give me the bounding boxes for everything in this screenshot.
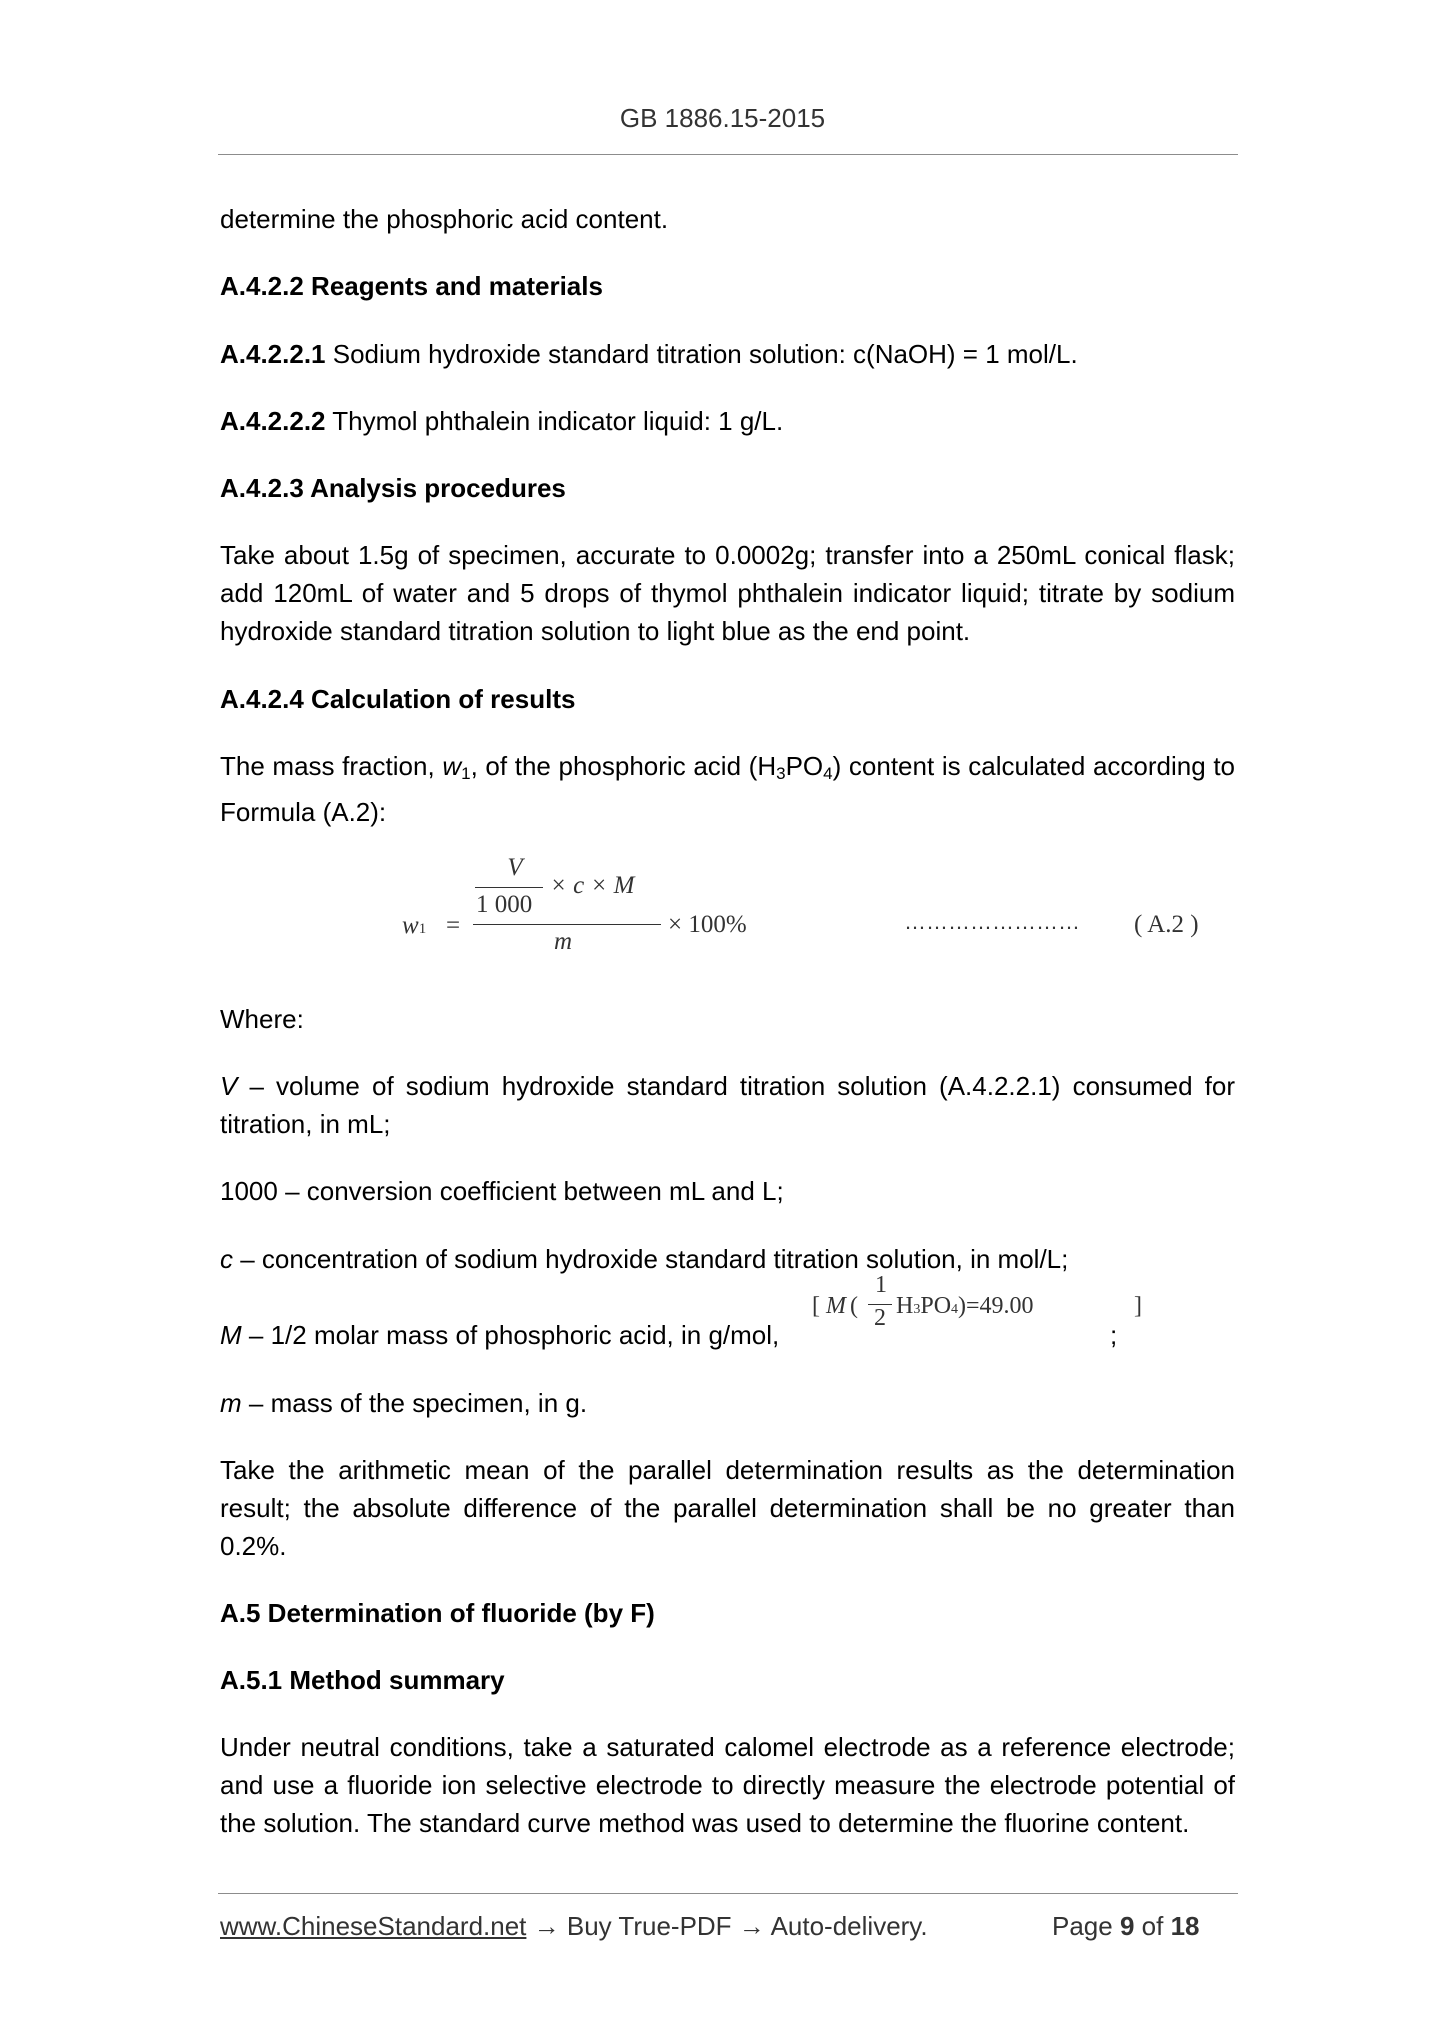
continuation-text: determine the phosphoric acid content. xyxy=(220,204,669,234)
calc-o-subscript: 4 xyxy=(823,764,833,783)
heading-a51: A.5.1 Method summary xyxy=(220,1665,505,1695)
footer-page-label: Page xyxy=(1052,1911,1120,1941)
calc-w-symbol: w xyxy=(442,751,462,781)
footer-left xyxy=(220,1911,928,1942)
calculation-intro xyxy=(220,747,1235,831)
calc-h-subscript: 3 xyxy=(776,764,786,783)
molar-value: )=49.00 xyxy=(958,1293,1034,1319)
molar-half-denominator: 2 xyxy=(874,1305,886,1331)
molar-half-numerator: 1 xyxy=(875,1272,887,1298)
calc-intro-d: ) content is calculated according to Formula (A.2): xyxy=(220,751,1236,827)
formula-w1 xyxy=(402,912,426,940)
molar-po: PO xyxy=(920,1293,952,1319)
definition-1000: 1000 – conversion coefficient between mL and L; xyxy=(220,1176,784,1206)
molar-open-paren: ( xyxy=(850,1293,858,1319)
formula-inner-denominator: 1 000 xyxy=(476,891,533,918)
calc-w-subscript: 1 xyxy=(461,764,471,783)
definition-M-text: – 1/2 molar mass of phosphoric acid, in g/mol, xyxy=(241,1320,780,1350)
footer-page-number: 9 xyxy=(1119,1911,1135,1941)
definition-v-text: – volume of sodium hydroxide standard titration solution (A.4.2.2.1) consumed for titration, in mL; xyxy=(220,1071,1235,1139)
formula-denominator: m xyxy=(554,928,573,955)
formula-label: ( A.2 ) xyxy=(1134,911,1199,938)
formula-inner-fraction-bar xyxy=(475,887,543,888)
formula-w-subscript: 1 xyxy=(418,921,427,937)
definition-m xyxy=(220,1384,1235,1422)
reagent-2-text: Thymol phthalein indicator liquid: 1 g/L. xyxy=(325,406,784,436)
definition-M-semicolon: ; xyxy=(1110,1320,1118,1350)
formula-w: w xyxy=(402,912,419,939)
definition-m-text: – mass of the specimen, in g. xyxy=(241,1388,588,1418)
footer-total-pages: 18 xyxy=(1170,1911,1200,1941)
definition-M xyxy=(220,1316,1235,1354)
reagent-item-2 xyxy=(220,402,1235,440)
heading-reagents: A.4.2.2 Reagents and materials xyxy=(220,271,603,301)
arithmetic-mean-paragraph: Take the arithmetic mean of the parallel determination results as the determination result; the absolute difference of the parallel determination shall be no greater than 0.2%. xyxy=(220,1455,1235,1561)
heading-calculation: A.4.2.4 Calculation of results xyxy=(220,684,576,714)
molar-right-bracket: ] xyxy=(1134,1293,1142,1319)
reagent-item-1 xyxy=(220,335,1235,373)
molar-left-bracket: [ xyxy=(812,1293,820,1319)
reagent-1-number: A.4.2.2.1 xyxy=(220,339,326,369)
definition-c-text: – concentration of sodium hydroxide standard titration solution, in mol/L; xyxy=(233,1244,1069,1274)
footer-buy-text: → Buy True-PDF → Auto-delivery. xyxy=(526,1911,928,1941)
molar-M: M xyxy=(826,1293,846,1319)
molar-h-subscript: 3 xyxy=(913,1302,921,1317)
definition-c-symbol: c xyxy=(220,1244,233,1274)
document-id-header: GB 1886.15-2015 xyxy=(619,103,826,133)
heading-a5: A.5 Determination of fluoride (by F) xyxy=(220,1598,655,1628)
footer-of: of xyxy=(1134,1911,1171,1941)
reagent-2-number: A.4.2.2.2 xyxy=(220,406,326,436)
footer-page-indicator xyxy=(1052,1911,1199,1942)
definition-v-symbol: V xyxy=(220,1071,238,1101)
definition-v xyxy=(220,1067,1235,1143)
formula-times-100: × 100% xyxy=(668,911,747,938)
formula-leader-dots: …………………… xyxy=(904,909,1080,934)
heading-procedures: A.4.2.3 Analysis procedures xyxy=(220,473,566,503)
footer-website-link[interactable]: www.ChineseStandard.net xyxy=(220,1911,527,1941)
formula-times-c-m: × c × M xyxy=(550,872,635,899)
where-label: Where: xyxy=(220,1004,304,1034)
calc-intro-c: PO xyxy=(785,751,824,781)
definition-c xyxy=(220,1240,1235,1278)
molar-po-subscript: 4 xyxy=(951,1302,959,1317)
definition-M-symbol: M xyxy=(220,1320,242,1350)
calc-intro-a: The mass fraction, xyxy=(220,751,443,781)
reagent-1-text: Sodium hydroxide standard titration solution: c(NaOH) = 1 mol/L. xyxy=(325,339,1078,369)
formula-equals: = xyxy=(446,912,461,939)
formula-inner-numerator: V xyxy=(507,854,523,881)
calc-intro-b: , of the phosphoric acid (H xyxy=(470,751,777,781)
procedure-paragraph: Take about 1.5g of specimen, accurate to 0.0002g; transfer into a 250mL conical flask; add 120mL of water and 5 drops of thymol phthalein indicator liquid; titrate by sodium hydroxide standard titration solution to light blue as the end point. xyxy=(220,540,1235,646)
definition-m-symbol: m xyxy=(220,1388,242,1418)
header-divider xyxy=(218,154,1238,155)
molar-h: H xyxy=(896,1293,914,1319)
molar-h3po4 xyxy=(896,1293,1034,1320)
formula-main-fraction-bar xyxy=(473,924,661,925)
footer-divider xyxy=(218,1893,1238,1894)
method-summary-paragraph: Under neutral conditions, take a saturated calomel electrode as a reference electrode; and use a fluoride ion selective electrode to directly measure the electrode potential of the solution. The standard curve method was used to determine the fluorine content. xyxy=(220,1732,1235,1838)
